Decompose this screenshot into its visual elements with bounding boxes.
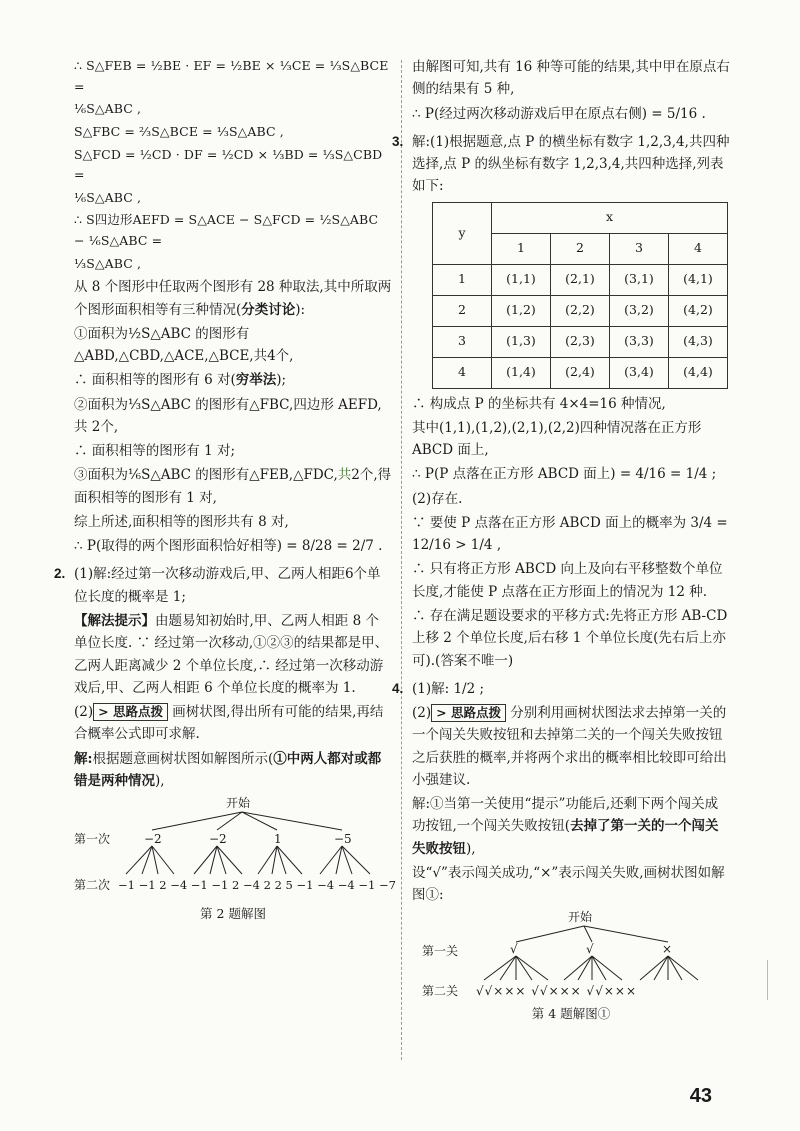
area-fbc-line: S△FBC = ⅔S△BCE = ⅓S△ABC , — [74, 123, 284, 139]
area-fcd-line-cont: ⅙S△ABC , — [74, 189, 142, 205]
area-aefd-line: ∴ S四边形AEFD = S△ACE − S△FCD = ½S△ABC − ⅙S△ABC = — [74, 212, 379, 248]
right-column — [392, 56, 730, 1025]
case-one: ①面积为½S△ABC 的图形有△ABD,△CBD,△ACE,△BCE,共4个, — [74, 325, 294, 365]
q3-condition: ∵ 要使 P 点落在正方形 ABCD 面上的概率为 3/4 = 12/16 > 1/4 , — [412, 514, 728, 554]
table-cell: (1,1) — [492, 264, 551, 295]
table-cell: (3,2) — [610, 295, 669, 326]
thinking-tag: > 思路点拨 — [431, 704, 506, 722]
figure-caption: 第 2 题解图 — [200, 906, 266, 922]
tree-level-label: 第一关 — [422, 944, 459, 959]
table-cell: (3,3) — [610, 326, 669, 357]
table-cell: (4,4) — [669, 357, 728, 388]
table-row-header: 4 — [433, 357, 492, 388]
cases-intro: 从 8 个图形中任取两个图形有 28 种取法,其中所取两个图形面积相等有三种情况(分类讨论): — [74, 279, 392, 318]
tree-node: −2 — [209, 832, 227, 847]
q2-solution: 解:根据题意画树状图如解图所示(①中两人都对或都错是两种情况), — [74, 750, 382, 789]
case-one-result: ∴ 面积相等的图形有 6 对(穷举法); — [74, 372, 287, 389]
q3-answer: ∴ 存在满足题设要求的平移方式:先将正方形 AB-CD 上移 2 个单位长度,后右移 1 个单位长度(先右后上亦可).(答案不唯一) — [412, 607, 728, 669]
table-col-header: 2 — [551, 233, 610, 264]
tree-node: 1 — [274, 832, 282, 847]
table-cell: (2,1) — [551, 264, 610, 295]
tree-node: √ — [586, 942, 594, 957]
table-cell: (2,3) — [551, 326, 610, 357]
tree-node: √ — [510, 942, 518, 957]
tree-node: × — [662, 942, 673, 957]
table-y-header: y — [433, 202, 492, 264]
coordinate-table — [432, 202, 728, 389]
tree-root: 开始 — [226, 796, 251, 811]
area-fcd-line: S△FCD = ½CD · DF = ½CD × ⅓BD = ⅓S△CBD = — [74, 146, 383, 183]
question-2 — [54, 563, 396, 924]
q2-part2: (2) > 思路点拨 画树状图,得出所有可能的结果,再结合概率公式即可求解. — [74, 704, 384, 743]
q2-part1: (1)解:经过第一次移动游戏后,甲、乙两人相距6个单位长度的概率是 1; — [74, 566, 381, 605]
table-cell: (1,3) — [492, 326, 551, 357]
tree-root: 开始 — [568, 910, 593, 925]
q3-part2: (2)存在. — [412, 490, 463, 507]
tree-diagram-4 — [412, 908, 730, 1004]
method-tag: 分类讨论 — [241, 301, 296, 318]
area-aefd-line-cont: ⅓S△ABC , — [74, 255, 142, 271]
q2-conclusion: 由解图可知,共有 16 种等可能的结果,其中甲在原点右侧的结果有 5 种, — [412, 59, 730, 98]
table-row-header: 2 — [433, 295, 492, 326]
question-4 — [392, 678, 730, 1025]
q3-part1: 解:(1)根据题意,点 P 的横坐标有数字 1,2,3,4,共四种选择,点 P 的纵坐标有数字 1,2,3,4,共四种选择,列表如下: — [412, 133, 730, 195]
q3-translation: ∴ 只有将正方形 ABCD 向上及向右平移整数个单位长度,才能使 P 点落在正方形面上的情况为 12 种. — [412, 561, 723, 600]
question-3 — [392, 131, 730, 672]
tree-node: −2 — [144, 832, 162, 847]
area-feb-line-cont: ⅙S△ABC , — [74, 101, 142, 117]
chevron-right-icon: > — [436, 705, 447, 721]
area-feb-line: ∴ S△FEB = ½BE · EF = ½BE × ⅓CE = ⅓S△BCE = — [74, 58, 389, 94]
table-cell: (4,1) — [669, 264, 728, 295]
q4-part1: (1)解: 1/2 ; — [412, 680, 485, 697]
page-number: 43 — [689, 1085, 712, 1107]
q3-probability: ∴ P(P 点落在正方形 ABCD 面上) = 4/16 = 1/4 ; — [412, 466, 717, 483]
q3-total: ∴ 构成点 P 的坐标共有 4×4=16 种情况, — [412, 395, 666, 412]
table-row — [433, 326, 728, 357]
thinking-tag: > 思路点拨 — [93, 703, 168, 721]
table-cell: (4,3) — [669, 326, 728, 357]
table-cell: (3,1) — [610, 264, 669, 295]
summary: 综上所述,面积相等的图形共有 8 对, — [74, 513, 289, 530]
q2-probability: ∴ P(经过两次移动游戏后甲在原点右侧) = 5/16 . — [412, 105, 706, 122]
q4-part2: (2) > 思路点拨 分别利用画树状图法求去掉第一关的一个闯关失败按钮和去掉第二关的一个闯关失败按钮之后获胜的概率,并将两个求出的概率相比较即可给出小强建议. — [412, 705, 727, 788]
table-cell: (2,2) — [551, 295, 610, 326]
table-row — [433, 295, 728, 326]
page-edge-mark — [767, 960, 776, 1000]
table-row — [433, 264, 728, 295]
q3-cases: 其中(1,1),(1,2),(2,1),(2,2)四种情况落在正方形 ABCD 面上, — [412, 419, 702, 459]
table-cell: (2,4) — [551, 357, 610, 388]
case-two: ②面积为⅓S△ABC 的图形有△FBC,四边形 AEFD,共 2个, — [74, 396, 382, 435]
table-col-header: 1 — [492, 233, 551, 264]
table-row — [433, 357, 728, 388]
table-cell: (1,4) — [492, 357, 551, 388]
table-x-header: x — [492, 202, 728, 233]
table-cell: (3,4) — [610, 357, 669, 388]
tree-node: −5 — [334, 832, 352, 847]
hint-label: 【解法提示】 — [74, 612, 155, 629]
tree-diagram-2 — [74, 794, 396, 904]
q4-solution: 解:①当第一关使用“提示”功能后,还剩下两个闯关成功按钮,一个闯关失败按钮(去掉了第一关的一个闯关失败按钮), — [412, 796, 719, 857]
tree-level-label: 第二关 — [422, 984, 459, 999]
question-number: 4. — [392, 680, 404, 696]
table-row-header: 1 — [433, 264, 492, 295]
tree-level-label: 第二次 — [74, 878, 111, 893]
table-row-header: 3 — [433, 326, 492, 357]
table-cell: (4,2) — [669, 295, 728, 326]
table-col-header: 4 — [669, 233, 728, 264]
tree-level-label: 第一次 — [74, 832, 111, 847]
tree-leaves: √√××× √√××× √√××× — [476, 984, 637, 999]
tree-leaves: −1 −1 2 −4 −1 −1 2 −4 2 2 5 −1 −4 −4 −1 −7 — [118, 878, 396, 893]
question-number: 2. — [54, 566, 66, 582]
table-col-header: 3 — [610, 233, 669, 264]
case-two-result: ∴ 面积相等的图形有 1 对; — [74, 443, 236, 460]
method-tag: 穷举法 — [235, 372, 277, 389]
question-number: 3. — [392, 133, 404, 149]
probability-result: ∴ P(取得的两个图形面积恰好相等) = 8/28 = 2/7 . — [74, 538, 383, 555]
figure-caption: 第 4 题解图① — [531, 1006, 611, 1022]
column-divider — [401, 60, 402, 1060]
chevron-right-icon: > — [98, 704, 109, 720]
case-three: ③面积为⅙S△ABC 的图形有△FEB,△FDC,共2个,得面积相等的图形有 1 对, — [74, 467, 392, 506]
q4-solution-cont: 设“√”表示闯关成功,“×”表示闯关失败,画树状图如解图①: — [412, 864, 725, 904]
left-column — [54, 56, 396, 925]
table-cell: (1,2) — [492, 295, 551, 326]
q2-hint: 【解法提示】由题易知初始时,甲、乙两人相距 8 个单位长度. ∵ 经过第一次移动,①②③的结果都是甲、乙两人距离减少 2 个单位长度,∴ 经过第一次移动游戏后,甲、乙两人相距 6 个单位长度的概率为 1. — [74, 612, 389, 696]
